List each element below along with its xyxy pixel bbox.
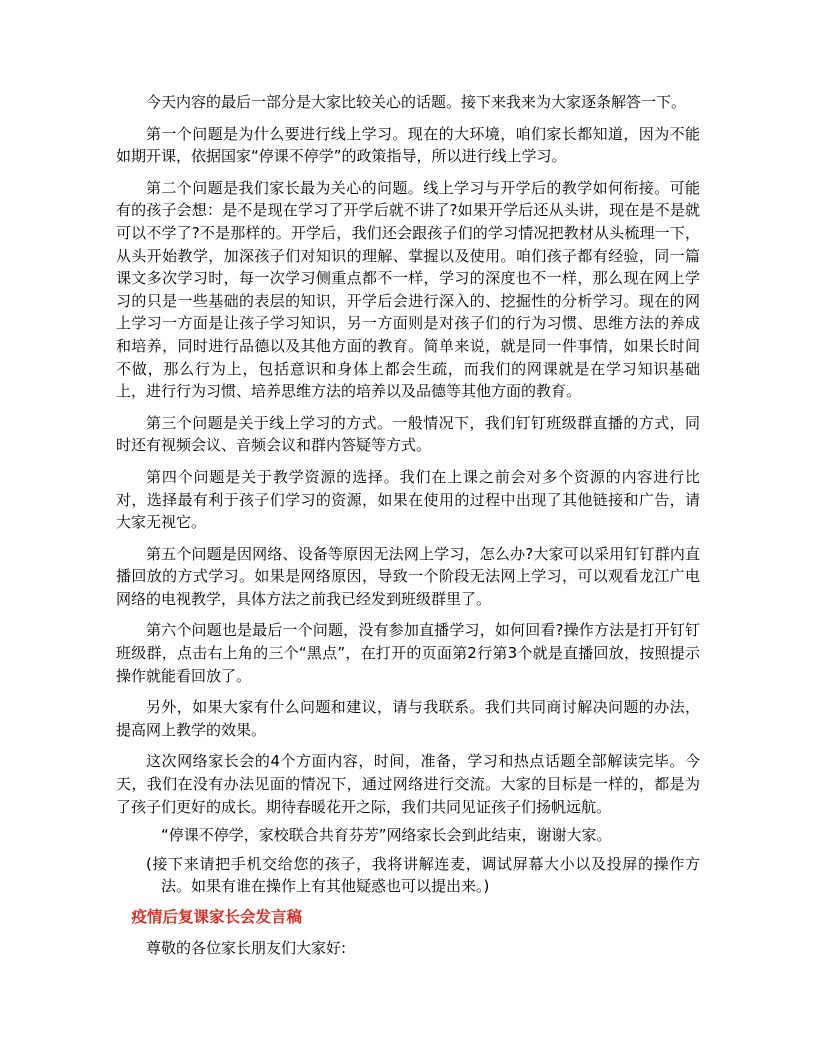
paragraph-contact: 另外，如果大家有什么问题和建议，请与我联系。我们共同商讨解决问题的办法，提高网上教学的效果。 — [116, 698, 700, 739]
document-body — [116, 91, 700, 959]
paragraph-question-2: 第二个问题是我们家长最为关心的问题。线上学习与开学后的教学如何衔接。可能有的孩子会想：是不是现在学习了开学后就不讲了?如果开学后还从头讲，现在是不是就可以不学了?不是那样的。开学后，我们还会跟孩子们的学习情况把教材从头梳理一下，从头开始教学，加深孩子们对知识的理解、掌握以及使用。咱们孩子都有经验，同一篇课文多次学习时，每一次学习侧重点都不一样，学习的深度也不一样，那么现在网上学习的只是一些基础的表层的知识，开学后会进行深入的、挖掘性的分析学习。现在的网上学习一方面是让孩子学习知识，另一方面则是对孩子们的行为习惯、思维方法的养成和培养，同时进行品德以及其他方面的教育。简单来说，就是同一件事情，如果长时间不做，那么行为上，包括意识和身体上都会生疏，而我们的网课就是在学习知识基础上，进行行为习惯、培养思维方法的培养以及品德等其他方面的教育。 — [116, 178, 700, 401]
paragraph-question-1: 第一个问题是为什么要进行线上学习。现在的大环境，咱们家长都知道，因为不能如期开课，依据国家“停课不停学”的政策指导，所以进行线上学习。 — [116, 124, 700, 166]
greeting-line: 尊敬的各位家长朋友们大家好: — [146, 938, 347, 957]
paragraph-question-4: 第四个问题是关于教学资源的选择。我们在上课之前会对多个资源的内容进行比对，选择最有利于孩子们学习的资源，如果在使用的过程中出现了其他链接和广告，请大家无视它。 — [116, 467, 700, 532]
closing-line: “停课不停学，家校联合共育芬芳”网络家长会到此结束，谢谢大家。 — [161, 826, 612, 845]
parenthetical-note: (接下来请把手机交给您的孩子，我将讲解连麦，调试屏幕大小以及投屏的操作方法。如果有谁在操作上有其他疑惑也可以提出来。) — [146, 854, 700, 896]
section-heading: 疫情后复课家长会发言稿 — [131, 907, 303, 926]
paragraph-intro: 今天内容的最后一部分是大家比较关心的话题。接下来我来为大家逐条解答一下。 — [146, 93, 687, 111]
paragraph-summary: 这次网络家长会的4个方面内容，时间，准备，学习和热点话题全部解读完毕。今天，我们在没有办法见面的情况下，通过网络进行交流。大家的目标是一样的，都是为了孩子们更好的成长。期待春暖花开之际，我们共同见证孩子们扬帆远航。 — [116, 752, 700, 816]
paragraph-question-6: 第六个问题也是最后一个问题，没有参加直播学习，如何回看?操作方法是打开钉钉班级群，点击右上角的三个“黑点”，在打开的页面第2行第3个就是直播回放，按照提示操作就能看回放了。 — [116, 621, 700, 685]
paragraph-question-5: 第五个问题是因网络、设备等原因无法网上学习，怎么办?大家可以采用钉钉群内直播回放的方式学习。如果是网络原因，导致一个阶段无法网上学习，可以观看龙江广电网络的电视教学，具体方法之前我已经发到班级群里了。 — [116, 544, 700, 608]
paragraph-question-3: 第三个问题是关于线上学习的方式。一般情况下，我们钉钉班级群直播的方式，同时还有视频会议、音频会议和群内答疑等方式。 — [116, 413, 700, 455]
